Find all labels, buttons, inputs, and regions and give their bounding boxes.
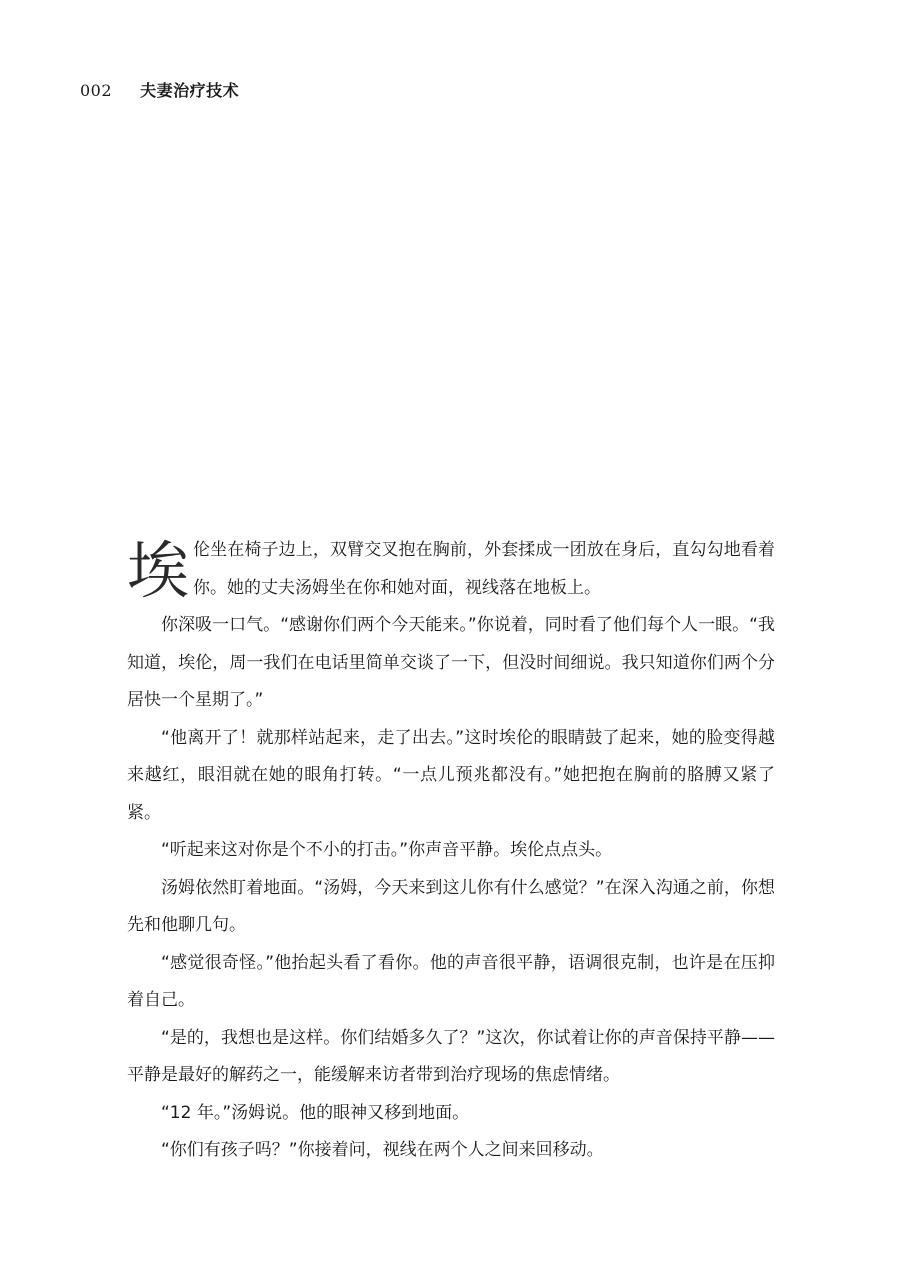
book-title: 夫妻治疗技术 [140,81,240,100]
paragraph-9: “你们有孩子吗？”你接着问，视线在两个人之间来回移动。 [161,1140,604,1160]
paragraph-6: “感觉很奇怪。”他抬起头看了看你。他的声音很平静，语调很克制，也许是在压抑着自己。 [127,952,775,1010]
paragraph-1 [127,532,775,607]
paragraph-3: “他离开了！就那样站起来，走了出去。”这时埃伦的眼睛鼓了起来，她的脸变得越来越红，眼泪就在她的眼角打转。“一点儿预兆都没有。”她把抱在胸前的胳膊又紧了紧。 [127,727,775,823]
paragraph-4: “听起来这对你是个不小的打击。”你声音平静。埃伦点点头。 [161,840,613,860]
body-text [127,532,775,1170]
paragraph-7: “是的，我想也是这样。你们结婚多久了？”这次，你试着让你的声音保持平静——平静是最好的解药之一，能缓解来访者带到治疗现场的焦虑情绪。 [127,1027,775,1085]
paragraph-8: “12 年。”汤姆说。他的眼神又移到地面。 [161,1102,470,1123]
paragraph-5: 汤姆依然盯着地面。“汤姆，今天来到这儿你有什么感觉？”在深入沟通之前，你想先和他聊几句。 [127,877,775,935]
drop-cap: 埃 [127,534,190,607]
paragraph-1-text: 伦坐在椅子边上，双臂交叉抱在胸前，外套揉成一团放在身后，直勾勾地看着你。她的丈夫汤姆坐在你和她对面，视线落在地板上。 [193,540,775,598]
page-number: 002 [80,81,113,100]
paragraph-2: 你深吸一口气。“感谢你们两个今天能来。”你说着，同时看了他们每个人一眼。“我知道，埃伦，周一我们在电话里简单交谈了一下，但没时间细说。我只知道你们两个分居快一个星期了。” [127,615,775,710]
running-header [80,78,239,101]
